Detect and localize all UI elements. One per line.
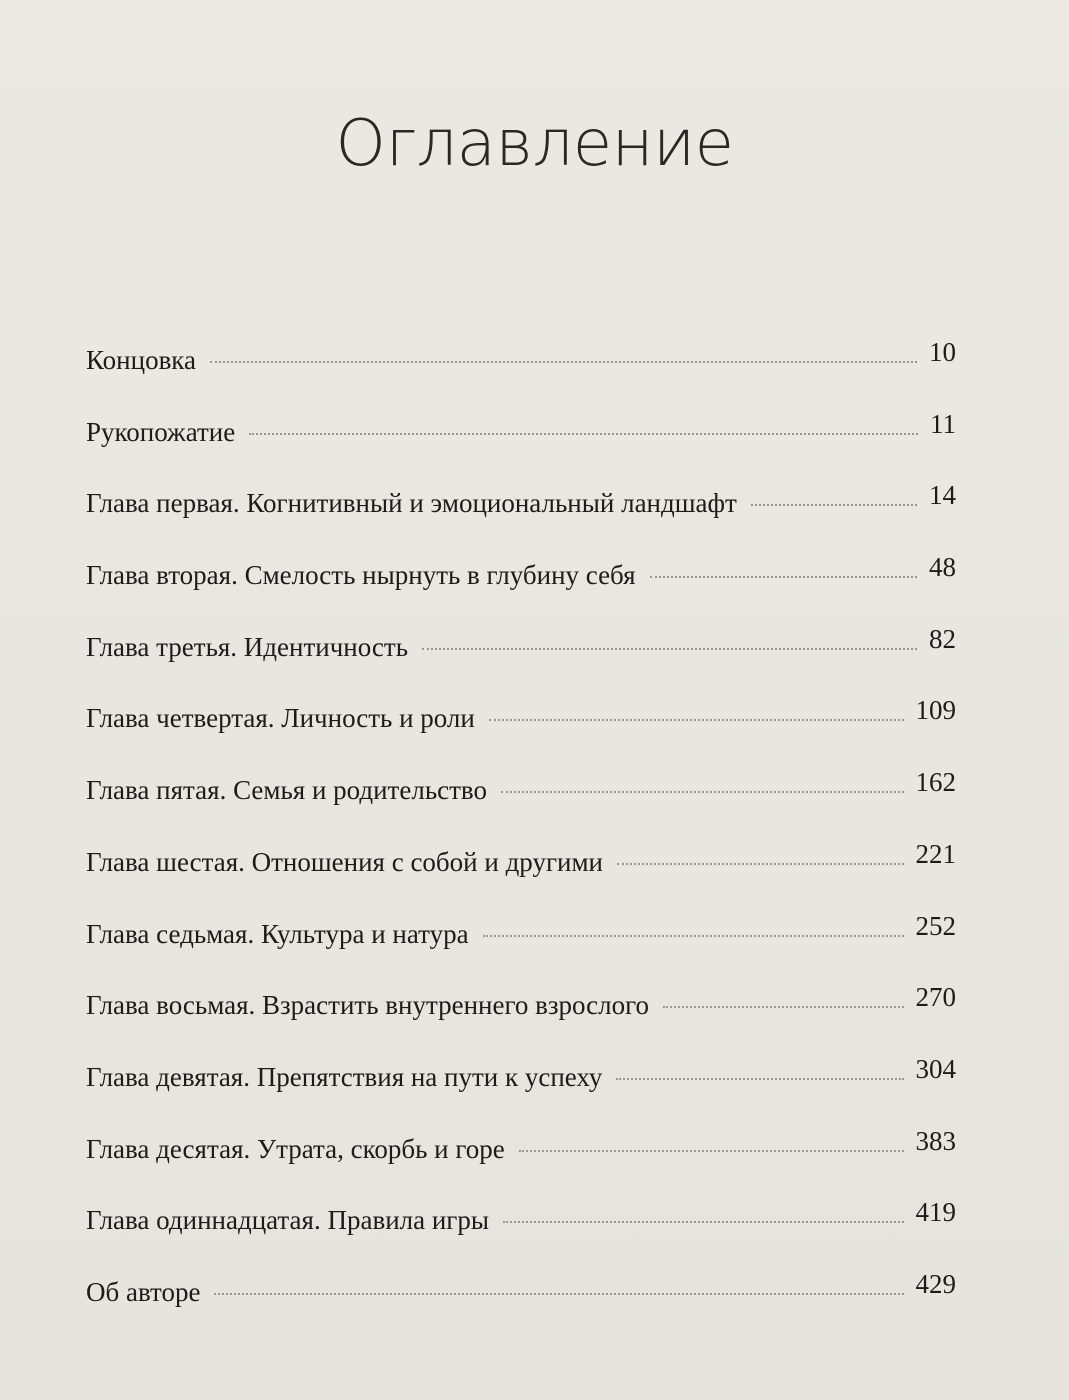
toc-page-number: 304: [915, 1053, 956, 1084]
toc-page-number: 11: [930, 408, 956, 439]
dot-leader: [422, 648, 917, 650]
toc-entry-title: Глава пятая. Семья и родительство: [86, 775, 487, 806]
toc-entry-title: Глава первая. Когнитивный и эмоциональный ландшафт: [86, 488, 737, 519]
dot-leader: [489, 719, 904, 721]
page-title: Оглавление: [335, 107, 734, 181]
toc-page-number: 10: [929, 337, 956, 367]
toc-entry-title: Рукопожатие: [86, 416, 236, 447]
dot-leader: [483, 935, 904, 937]
toc-entry: [86, 481, 956, 553]
toc-page-number: 252: [915, 910, 956, 941]
toc-entry: [86, 1055, 956, 1127]
toc-page-number: 270: [915, 982, 956, 1013]
toc-entry: [86, 410, 956, 482]
toc-entry: [86, 1198, 956, 1270]
dot-leader: [210, 361, 917, 363]
toc-entry: [86, 696, 956, 768]
toc-page-number: 82: [929, 623, 956, 654]
dot-leader: [616, 1078, 903, 1080]
toc-entry: [86, 912, 956, 984]
toc-entry: [86, 983, 956, 1055]
toc-entry-title: Глава одиннадцатая. Правила игры: [86, 1205, 490, 1236]
toc-entry: [86, 1127, 956, 1199]
toc-entry-title: Глава восьмая. Взрастить внутреннего взрослого: [86, 990, 650, 1021]
dot-leader: [214, 1293, 903, 1295]
toc-entry: [86, 338, 956, 410]
toc-page-number: 419: [915, 1197, 956, 1228]
toc-entry-title: Глава седьмая. Культура и натура: [86, 918, 469, 949]
toc-page-number: 48: [929, 552, 956, 583]
toc-entry: [86, 840, 956, 912]
toc-entry-title: Глава вторая. Смелость нырнуть в глубину себя: [86, 560, 636, 591]
dot-leader: [751, 504, 917, 506]
toc-page-number: 221: [915, 838, 956, 869]
dot-leader: [663, 1006, 903, 1008]
dot-leader: [519, 1150, 904, 1152]
toc-entry: [86, 768, 956, 840]
toc-page-number: 14: [929, 480, 956, 511]
toc-page-number: 383: [915, 1125, 956, 1156]
dot-leader: [617, 863, 903, 865]
toc-entry-title: Об авторе: [86, 1276, 201, 1307]
table-of-contents: [86, 338, 956, 1342]
toc-entry-title: Глава шестая. Отношения с собой и другими: [86, 846, 604, 877]
toc-page-number: 109: [915, 695, 956, 726]
dot-leader: [501, 791, 904, 793]
dot-leader: [503, 1221, 903, 1223]
toc-page-number: 162: [915, 767, 956, 798]
toc-entry: [86, 625, 956, 697]
dot-leader: [249, 433, 918, 435]
toc-entry-title: Глава десятая. Утрата, скорбь и горе: [86, 1133, 505, 1164]
toc-entry-title: Глава четвертая. Личность и роли: [86, 703, 475, 734]
toc-page-number: 429: [915, 1268, 956, 1299]
toc-entry: [86, 553, 956, 625]
dot-leader: [650, 576, 917, 578]
toc-entry: [86, 1270, 956, 1342]
toc-entry-title: Концовка: [86, 345, 197, 375]
toc-entry-title: Глава девятая. Препятствия на пути к успеху: [86, 1061, 603, 1092]
toc-entry-title: Глава третья. Идентичность: [86, 631, 409, 662]
